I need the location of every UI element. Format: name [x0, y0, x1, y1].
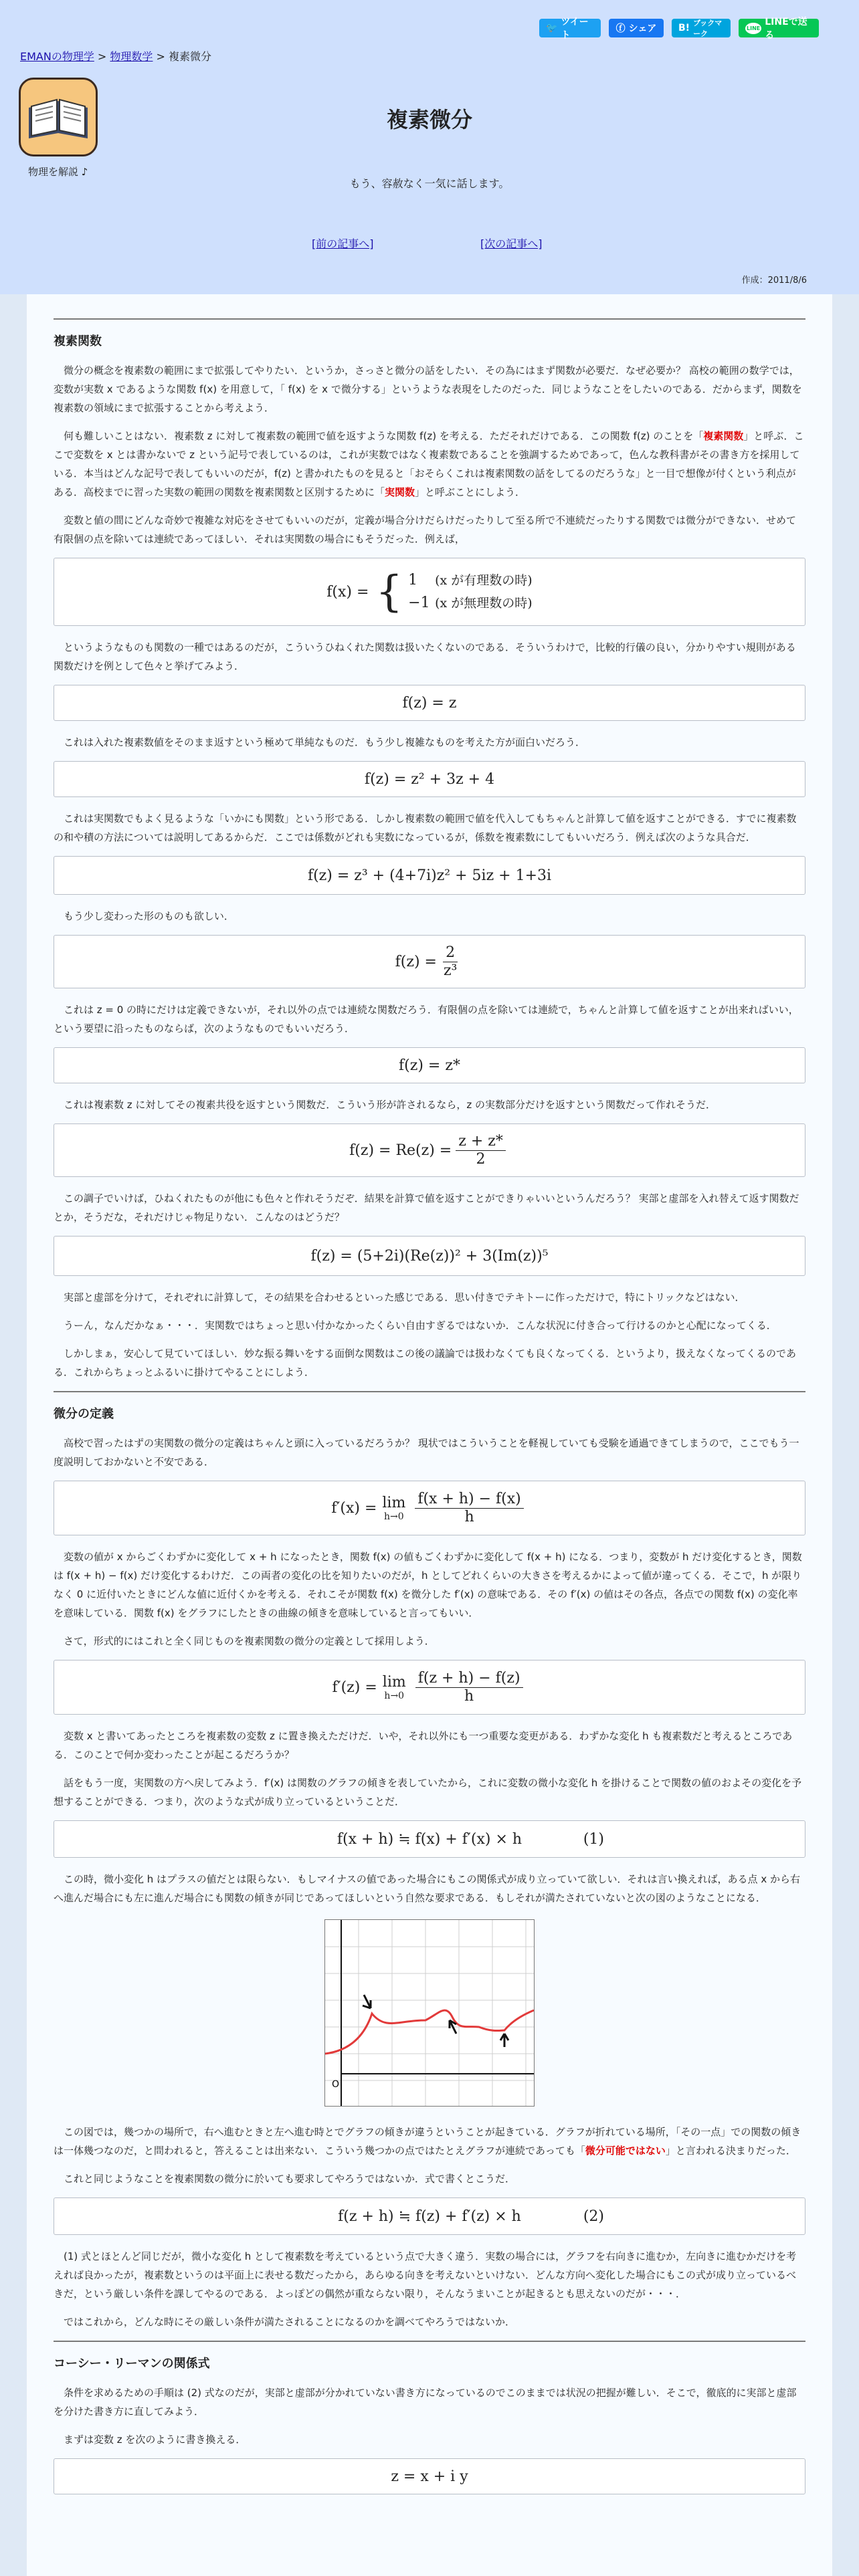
paragraph: これは入れた複素数値をそのまま返すという極めて単純なものだ．もう少し複雑なものを考えた方が面白いだろう． — [64, 736, 586, 748]
paragraph: 高校で習ったはずの実関数の微分の定義はちゃんと頭に入っているだろうか？ 現状ではこういうことを軽視していても受験を通過できてしまうので，ここでもう一度説明しておかないと不安である． — [54, 1437, 799, 1468]
created-date: 作成：2011/8/6 — [741, 276, 807, 286]
paragraph: 変数 x と書いてあったところを複素数の変数 z に置き換えただけだ．いや，それ以外にも一つ重要な変更がある．わずかな変化 h も複素数だと考えるところである．このことで何か変わったことが起こるだろうか？ — [54, 1730, 793, 1761]
hatena-icon: B! — [678, 23, 690, 33]
paragraph: これは実関数でもよく見るような「いかにも関数」という形である．しかし複素数の範囲で値を代入してもちゃんと計算して値を返すことができる．すでに複素数の和や積の方法については説明してあるからだ．ここでは係数がどれも実数になっているが，係数を複素数にしてもいいだろう．例えば次のような具合だ． — [54, 813, 797, 843]
equation-box: f(z) = Re(z) = $\frac{z + z*}{2}$ — [54, 1123, 805, 1177]
logo-caption: 物理を解説 ♪ — [28, 166, 88, 178]
section-heading: 微分の定義 — [54, 1407, 114, 1421]
section-heading: 複素関数 — [54, 334, 102, 348]
equation-box: f(z + h) ≒ f(z) + f′(z) × h (2) — [54, 2197, 805, 2235]
facebook-icon: ⓕ — [615, 23, 626, 34]
limit: lim h→0 — [382, 1673, 406, 1701]
line-share-button[interactable]: LINE LINEで送る — [739, 19, 819, 37]
equation-box: f(z) = (5+2i)(Re(z))² + 3(Im(z))⁵ — [54, 1236, 805, 1276]
breadcrumb-section-link[interactable]: 物理数学 — [110, 50, 153, 63]
tweet-button[interactable]: 🐦 ツイート — [539, 19, 601, 37]
equation-box: f(x) = { 1 (x が有理数の時) −1 (x が無理数の時) — [54, 558, 805, 626]
equation-box: f(x + h) ≒ f(x) + f′(x) × h (1) — [54, 1820, 805, 1858]
breadcrumb-current: 複素微分 — [169, 50, 212, 63]
paragraph: この図では，幾つかの場所で，右へ進むときと左へ進む時とでグラフの傾きが違うということが起きている．グラフが折れている場所，「その一点」での関数の傾きは一体幾つなのだ，と問われると，答えることは出来ない．こういう幾つかの点ではたとえグラフが連続であっても「微分可能ではない」と言われる決まりだった． — [54, 2126, 801, 2157]
arrow-icon — [500, 2034, 508, 2047]
paragraph: うーん，なんだかなぁ・・・．実関数ではちょっと思い付かなかったくらい自由すぎるではないか．こんな状況に付き合って行けるのかと心配になってくる． — [64, 1319, 777, 1331]
paragraph: さて，形式的にはこれと全く同じものを複素関数の微分の定義として採用しよう． — [64, 1635, 435, 1647]
paragraph: これは複素数 z に対してその複素共役を返すという関数だ．こういう形が許されるなら，z の実数部分だけを返すという関数だって作れそうだ． — [64, 1099, 717, 1111]
paragraph: もう少し変わった形のものも欲しい． — [64, 910, 234, 922]
curve — [325, 2010, 534, 2054]
highlight-term: 複素関数 — [703, 430, 744, 442]
next-article-link[interactable]: [次の記事へ] — [480, 237, 543, 250]
paragraph: しかしまぁ，安心して見ていてほしい．妙な振る舞いをする面倒な関数はこの後の議論では扱わなくても良くなってくる．というより，扱えなくなってくるのである．これからちょっとふるいに掛けてやることにしよう． — [54, 1348, 797, 1378]
highlight-term: 実関数 — [385, 486, 415, 498]
equation-box: f(z) = $\frac{2}{\text{z³}}$ — [54, 935, 805, 988]
paragraph: というようなものも関数の一種ではあるのだが，こういうひねくれた関数は扱いたくないのである．そういうわけで，比較的行儀の良い，分かりやすい規則がある関数だけを例として色々と挙げてみよう． — [54, 641, 796, 672]
prev-article-link[interactable]: [前の記事へ] — [312, 237, 374, 250]
article-content — [27, 294, 832, 2576]
arrow-icon — [363, 1995, 371, 2008]
header — [0, 0, 859, 294]
section-heading: コーシー・リーマンの関係式 — [54, 2357, 210, 2371]
line-icon: LINE — [745, 23, 761, 34]
equation-cases: 1 (x が有理数の時) −1 (x が無理数の時) — [408, 572, 533, 611]
non-differentiable-graph — [324, 1919, 535, 2107]
fraction: $\frac{2}{\text{z³}}$ — [443, 944, 458, 979]
paragraph: ではこれから，どんな時にその厳しい条件が満たされることになるのかを調べてやろうではないか． — [64, 2316, 516, 2328]
left-brace: { — [375, 567, 403, 617]
fraction: $\frac{f(x + h) - f(x)}{h}$ — [415, 1491, 523, 1526]
paragraph: 何も難しいことはない．複素数 z に対して複素数の範囲で値を返すような関数 f(z) を考える．ただそれだけである．この関数 f(z) のことを「複素関数」と呼ぶ．ここで変数を x とは書かないで z という記号で表しているのは，これが実数ではなく複素数であることを強調するためであって，色んな教科書がその書き方を採用している．本当はどんな記号で表してもいいのだが，f(z) と書かれたものを見ると「おそらくこれは複素関数の話をしてるのだろうな」と一目で想像が付くという利点がある．高校までに習った実数の範囲の関数を複素関数と区別するために「実関数」と呼ぶことにしよう． — [54, 430, 804, 498]
paragraph: これは z = 0 の時にだけは定義できないが，それ以外の点では連続な関数だろう．有限個の点を除いては連続で，ちゃんと計算して値を返すことが出来ればいい，という要望に沿ったものならば，次のようなものでもいいだろう． — [54, 1004, 799, 1035]
paragraph: この時，微小変化 h はプラスの値だとは限らない．もしマイナスの値であった場合にもこの関係式が成り立っていて欲しい．それは言い換えれば，ある点 x から右へ進んだ場合にも左に進んだ場合にも関数の傾きが同じであってほしいという自然な要求である．もしそれが満たされていないと次の図のようなことになる． — [54, 1873, 800, 1904]
highlight-term: 微分可能ではない — [585, 2145, 666, 2157]
equation-box: z = x + i y — [54, 2458, 805, 2494]
equation-box: f(z) = z³ + (4+7i)z² + 5iz + 1+3i — [54, 856, 805, 895]
paragraph: 変数の値が x からごくわずかに変化して x + h になったとき，関数 f(x) の値もごくわずかに変化して f(x + h) になる．つまり，変数が h だけ変化するとき，関数は f(x + h) − f(x) だけ変化するわけだ．この両者の変化の比を知りたいのだが，h としてどれくらいの大きさを考えるかによって値が違ってくる．そこで，h が限りなく 0 に近付いたときにどんな値に近付くかを考える．それこそが関数 f(x) を微分した f′(x) の意味である．その f′(x) の値はその各点，各点での関数 f(x) の変化率を意味している．関数 f(x) をグラフにしたときの曲線の傾きを意味していると言ってもいい． — [54, 1551, 802, 1619]
divider — [54, 2341, 805, 2342]
divider — [54, 1391, 805, 1392]
share-bar — [539, 17, 819, 41]
equation-number: (2) — [583, 2208, 604, 2225]
equation-box: f(z) = z² + 3z + 4 — [54, 761, 805, 797]
equation-box: f′(z) = lim h→0 $\frac{f(z + h) - f(z)}{h}$ — [54, 1660, 805, 1715]
fraction: $\frac{f(z + h) - f(z)}{h}$ — [415, 1670, 523, 1705]
equation-box: f(z) = z* — [54, 1047, 805, 1083]
paragraph: (1) 式とほとんど同じだが，微小な変化 h として複素数を考えているという点で大きく違う．実数の場合には，グラフを右向きに進むか，左向きに進むかだけを考えれば良かったが，複素数というのは平面上に表せる数だったから，あらゆる向きを考えないといけない．どんな方向へ変化した場合にもこの式が成り立っているべきだ，という厳しい条件を課してやるのである．よっぽどの偶然が重ならない限り，そんなうまいことが起きるとも思えないのだが・・・． — [54, 2250, 797, 2300]
limit: lim h→0 — [382, 1494, 406, 1522]
equation-box: f(z) = z — [54, 685, 805, 721]
page-title: 複素微分 — [386, 107, 472, 132]
hatena-bookmark-button[interactable]: B! ブックマーク — [672, 19, 731, 37]
paragraph: 変数と値の間にどんな奇妙で複雑な対応をさせてもいいのだが，定義が場合分けだらけだったりして至る所で不連続だったりする関数では微分ができない．せめて有限個の点を除いては連続であってほしい．それは実関数の場合にもそうだった．例えば， — [54, 514, 797, 545]
paragraph: 実部と虚部を分けて，それぞれに計算して，その結果を合わせるといった感じである．思い付きでテキトーに作っただけで，特にトリックなどはない． — [64, 1291, 745, 1303]
origin-label: O — [332, 2079, 340, 2090]
facebook-share-button[interactable]: ⓕ シェア — [609, 19, 664, 37]
twitter-bird-icon: 🐦 — [546, 23, 558, 33]
equation-box: f′(x) = lim h→0 $\frac{f(x + h) - f(x)}{h}$ — [54, 1481, 805, 1535]
paragraph: 条件を求めるための手順は (2) 式なのだが，実部と虚部が分かれていない書き方になっているのでこのままでは状況の把握が難しい．そこで，徹底的に実部と虚部を分けた書き方に直してみよう． — [54, 2387, 797, 2418]
paragraph: これと同じようなことを複素関数の微分に於いても要求してやろうではないか．式で書くとこうだ． — [64, 2173, 516, 2185]
equation-number: (1) — [583, 1830, 604, 1848]
breadcrumb: EMANの物理学 > 物理数学 > 複素微分 — [20, 50, 212, 63]
fraction: $\frac{z + z*}{2}$ — [456, 1133, 506, 1168]
paragraph: 話をもう一度，実関数の方へ戻してみよう．f′(x) は関数のグラフの傾きを表していたから，これに変数の微小な変化 h を掛けることで関数の値のおよその変化を予想することができる．つまり，次のような式が成り立っているということだ． — [54, 1777, 802, 1808]
breadcrumb-home-link[interactable]: EMANの物理学 — [20, 50, 94, 63]
paragraph: まずは変数 z を次のように書き換える． — [64, 2434, 246, 2446]
page-subtitle: もう、容赦なく一気に話します。 — [349, 177, 510, 190]
paragraph: この調子でいけば，ひねくれたものが他にも色々と作れそうだぞ．結果を計算で値を返すことができりゃいいというんだろう？ 実部と虚部を入れ替えて返す関数だとか，そうだな，それだけじゃ物足りない．こんなのはどうだ？ — [54, 1192, 799, 1223]
paragraph: 微分の概念を複素数の範囲にまで拡張してやりたい．というか，さっさと微分の話をしたい．その為にはまず関数が必要だ．なぜ必要か？ 高校の範囲の数学では，変数が実数 x であるような関数 f(x) を用意して，「 f(x) を x で微分する」というような表現をしたのだった．同じようなことをしたいのである．だからまず，関数を複素数の領域にまで拡張することから考えよう． — [54, 364, 802, 414]
divider — [54, 318, 805, 320]
